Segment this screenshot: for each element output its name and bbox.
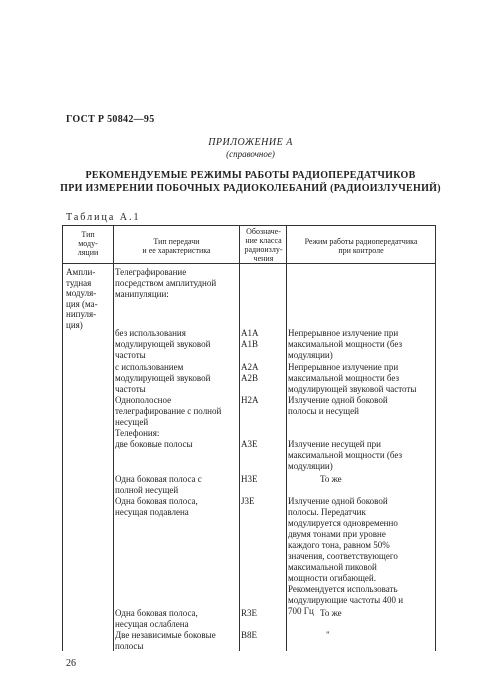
emission-class-cell: A2A A2B (241, 362, 259, 383)
appendix-title: ПРИЛОЖЕНИЕ А (208, 137, 293, 148)
operating-mode-cell: " (326, 630, 330, 640)
header-modulation-type: Тип моду- ляции (77, 230, 99, 257)
operating-mode-cell: Излучение одной боковой полосы и несущей (288, 395, 388, 416)
modulation-type-cell: Ампли- тудная модуля- ция (ма- нипуля- ция) (66, 267, 98, 330)
transmission-cell: Одна боковая полоса, несущая ослаблена (115, 608, 198, 629)
table-label: Таблица А.1 (66, 212, 141, 223)
emission-class-cell: A3E (241, 439, 258, 449)
operating-mode-cell: Излучение несущей при максимальной мощности (без модуляции) (288, 439, 403, 471)
transmission-cell: Одна боковая полоса, несущая подавлена (115, 496, 198, 517)
transmission-cell: с использованием модулирующей звуковой частоты (115, 362, 211, 394)
column-divider-2 (239, 225, 240, 651)
operating-mode-cell: То же (320, 474, 342, 484)
header-operating-mode: Режим работы радиопередатчика при контроле (304, 237, 418, 255)
operating-mode-cell: Непрерывное излучение при максимальной мощности без модулирующей звуковой частоты (288, 362, 417, 394)
transmission-cell: без использования модулирующей звуковой частоты (115, 328, 211, 360)
column-divider-1 (113, 225, 114, 651)
transmission-cell: Две независимые боковые полосы (115, 630, 216, 651)
operating-mode-cell: Непрерывное излучение при максимальной мощности (без модуляции) (288, 328, 403, 360)
operating-mode-cell: То же (320, 608, 342, 618)
transmission-cell: Телефония: две боковые полосы (115, 428, 193, 449)
transmission-cell: Однополосное телеграфирование с полной несущей (115, 395, 222, 427)
recommended-modes-table (62, 225, 436, 651)
emission-class-cell: A1A A1B (241, 328, 259, 349)
table-right-border (435, 225, 436, 651)
emission-class-cell: H3E (241, 474, 258, 484)
appendix-note: (справочное) (226, 149, 275, 159)
emission-class-cell: R3E (241, 608, 258, 618)
header-emission-class: Обозначе- ние класса радиоизлу- чения (244, 227, 283, 263)
emission-class-cell: J3E (241, 496, 255, 506)
heading-line-2: ПРИ ИЗМЕРЕНИИ ПОБОЧНЫХ РАДИОКОЛЕБАНИЙ (РАДИОИЗЛУЧЕНИЙ) (60, 183, 441, 194)
column-divider-3 (286, 225, 287, 651)
table-top-border (62, 225, 436, 226)
table-left-border (62, 225, 63, 651)
heading-line-1: РЕКОМЕНДУЕМЫЕ РЕЖИМЫ РАБОТЫ РАДИОПЕРЕДАТЧИКОВ (85, 170, 416, 181)
emission-class-cell: H2A (241, 395, 259, 405)
table-header-separator (62, 263, 436, 264)
operating-mode-cell: Излучение одной боковой полосы. Передатчик модулируется одновременно двумя тонами при уровне каждого тона, равном 50% значения, соответствующего максимальной пиковой мощности огибающей. Рекомендуется использовать модулирующие частоты 400 и 700 Гц (288, 496, 404, 616)
page-number: 26 (66, 658, 76, 669)
emission-class-cell: B8E (241, 630, 258, 640)
transmission-cell: Одна боковая полоса с полной несущей (115, 474, 202, 495)
standard-code: ГОСТ Р 50842—95 (66, 114, 155, 125)
header-transmission-type: Тип передачи и ее характеристика (142, 237, 211, 255)
transmission-cell: Телеграфирование посредством амплитудной манипуляции: (115, 267, 217, 299)
